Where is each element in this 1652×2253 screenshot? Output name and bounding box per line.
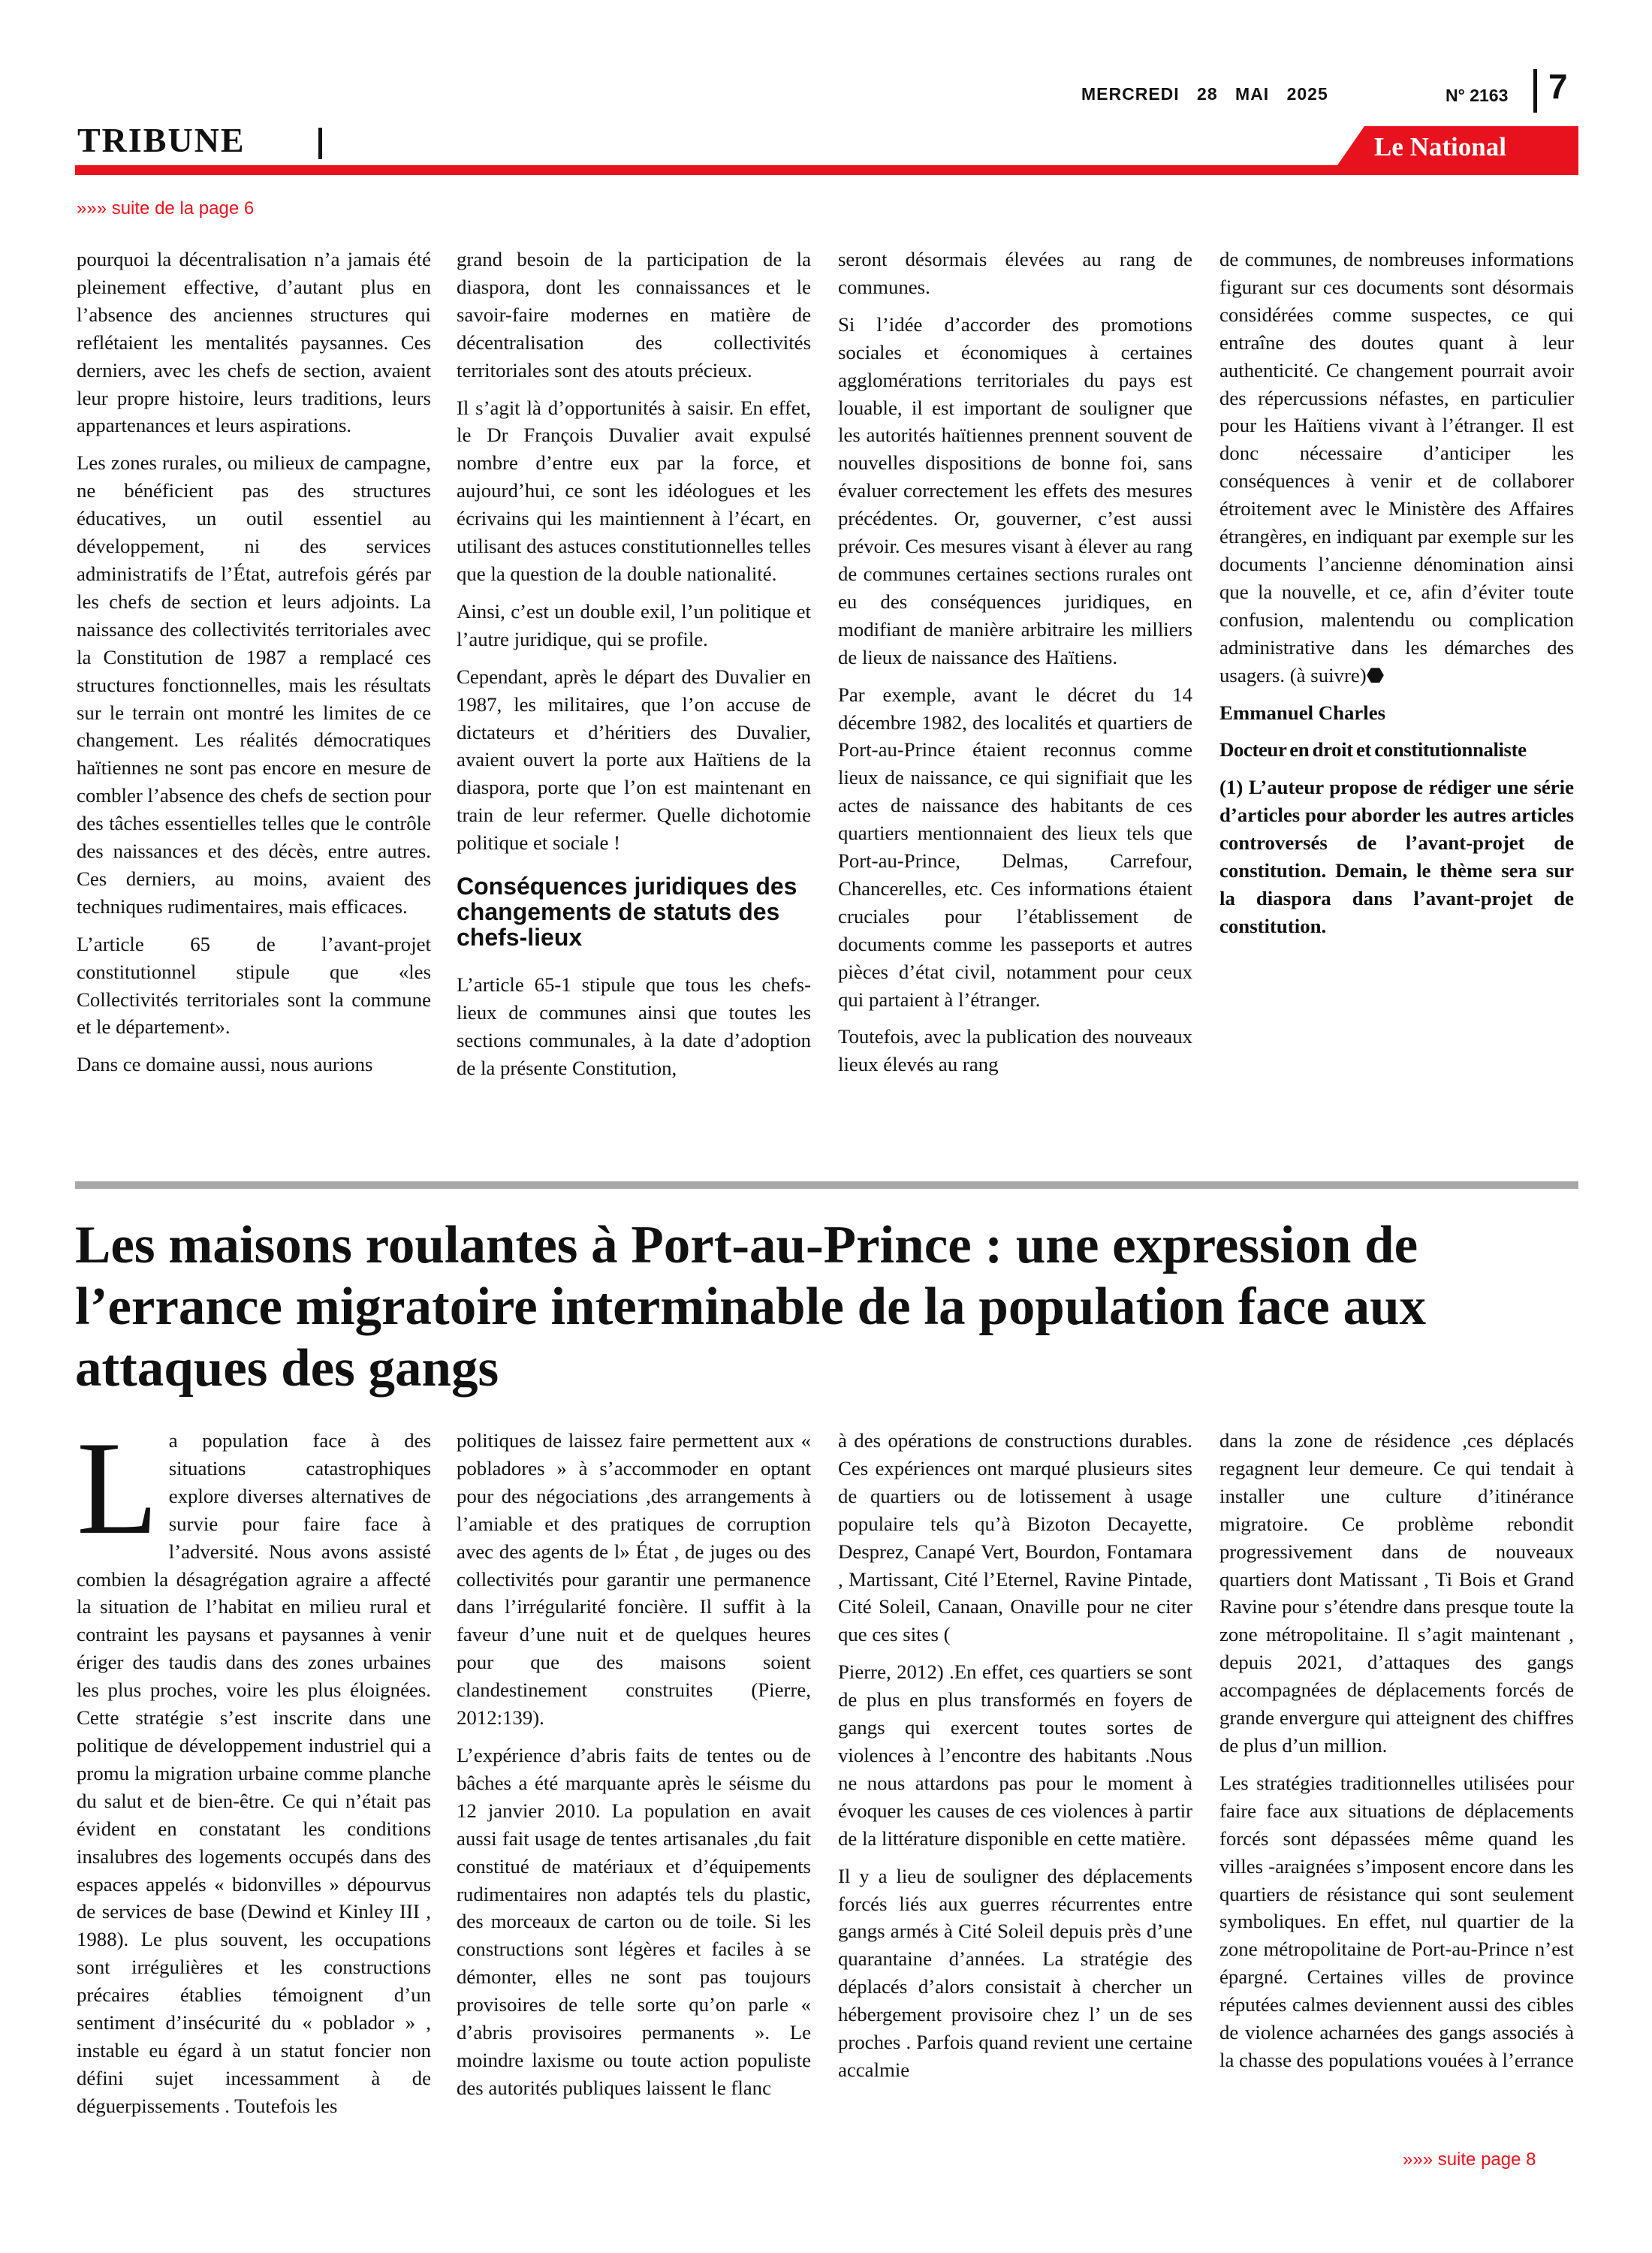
paragraph-text: a population face à des situations catastrophiques explore diverses alternatives de survie pour faire face à l’adversité. Nous avons assisté combien la désagrégation agraire a affecté la situation de l’habitat en milieu rural et contraint les paysans et paysannes à venir ériger des taudis dans des zones urbaines les plus proches, voire les plus éloignées. Cette stratégie s’est inscrite dans une politique de développement industriel qui a promu la migration urbaine comme planche du salut et de bien-être. Ce qui n’était pas évident en constatant les conditions insalubres des logements occupés dans des espaces appelés « bidonvilles » dépourvus de services de base (Dewind et Kinley III , 1988). Le plus souvent, les occupations sont irrégulières et les constructions précaires établies témoignent d’un sentiment d’insécurité du « poblador » , instable eu égard à un statut foncier non défini sujet incessamment à de déguerpissements . Toutefois les xyxy=(77,1429,431,2117)
author-name: Emmanuel Charles xyxy=(1219,701,1386,724)
paragraph: L’expérience d’abris faits de tentes ou de bâches a été marquante après le séisme du 12 janvier 2010. La population en avait aussi fait usage de tentes artisanales ,du fait constitué de matériaux et d’équipements rudimentaires non adaptés tels du plastic, des morceaux de carton ou de toile. Si les constructions sont légères et faciles à se démonter, elles ne sont pas toujours provisoires de telle sorte qu’on parle « d’abris provisoires permanents ». Le moindre laxisme ou toute action populiste des autorités publiques laissent le flanc xyxy=(457,1743,811,2099)
author-title: Docteur en droit et constitutionnaliste xyxy=(1219,738,1527,762)
article2-column-4 xyxy=(1219,1427,1574,2084)
paragraph: L’article 65 de l’avant-projet constitutionnel stipule que «les Collectivités territoriales sont la commune et le département». xyxy=(77,932,431,1039)
paragraph: seront désormais élevées au rang de communes. xyxy=(838,248,1192,298)
paragraph: Par exemple, avant le décret du 14 décembre 1982, des localités et quartiers de Port-au-Prince étaient reconnus comme lieux de naissance, ce qui signifiait que les actes de naissance des habitants de ces quartiers mentionnaient des lieux tels que Port-au-Prince, Delmas, Carrefour, Chancerelles, etc. Ces informations étaient cruciales pour l’établissement de documents comme les passeports et autres pièces d’état civil, notamment pour ceux qui partaient à l’étranger. xyxy=(838,683,1192,1011)
continued-from-link[interactable]: »»» suite de la page 6 xyxy=(77,198,255,219)
paragraph: Si l’idée d’accorder des promotions sociales et économiques à certaines agglomérations territoriales du pays est louable, il est important de souligner que les autorités haïtiennes prennent souvent de nouvelles dispositions de bonne foi, sans évaluer correctement les effets des mesures précédentes. Or, gouverner, c’est aussi prévoir. Ces mesures visant à élever au rang de communes certaines sections rurales ont eu des conséquences juridiques, en modifiant de manière arbitraire les milliers de lieux de naissance des Haïtiens. xyxy=(838,312,1192,668)
paragraph: à des opérations de constructions durables. Ces expériences ont marqué plusieurs sites de quartiers ou de lotissement à usage populaire tels qu’à Bizoton Decayette, Desprez, Canapé Vert, Bourdon, Fontamara , Martissant, Cité l’Eternel, Ravine Pintade, Cité Soleil, Canaan, Onaville pour ne citer que ces sites ( xyxy=(838,1429,1192,1646)
drop-cap: L xyxy=(77,1413,158,1562)
header-divider xyxy=(1533,69,1537,113)
section-title: TRIBUNE xyxy=(77,121,246,159)
paragraph: politiques de laissez faire permettent aux « pobladores » à s’accommoder en optant pour des négociations ,des arrangements à l’amiable et des pratiques de corruption avec des agents de l» État , de juges ou des collectivités pour garantir une permanence dans l’irrégularité foncière. Il suffit à la faveur d’une nuit et de quelques heures pour que des maisons soient clandestinement construites (Pierre, 2012:139). xyxy=(457,1429,811,1730)
paragraph: Pierre, 2012) .En effet, ces quartiers se sont de plus en plus transformés en foyers de gangs qui exercent toutes sortes de violences à l’encontre des habitants .Nous ne nous attardons pas pour le moment à évoquer les causes de ces violences à partir de la littérature disponible en cette matière. xyxy=(838,1660,1192,1850)
article1-column-4 xyxy=(1219,246,1574,950)
article2-column-3 xyxy=(838,1427,1192,2094)
paragraph: grand besoin de la participation de la diaspora, dont les connaissances et le savoir-faire modernes en matière de décentralisation des collectivités territoriales sont des atouts précieux. xyxy=(457,248,811,382)
issue-number: N° 2163 xyxy=(1446,86,1509,105)
section-title-bar xyxy=(318,128,322,159)
brand-name: Le National xyxy=(1374,132,1506,161)
footnote: (1) L’auteur propose de rédiger une série d’articles pour aborder les autres articles controversés de l’avant-projet de constitution. Demain, le thème sera sur la diaspora dans l’avant-projet de constitution. xyxy=(1219,776,1574,937)
paragraph: pourquoi la décentralisation n’a jamais été pleinement effective, d’autant plus en l’absence des anciennes structures qui reflétaient les mentalités paysannes. Ces derniers, avec les chefs de section, avaient leur propre histoire, leurs traditions, leurs appartenances et leurs aspirations. xyxy=(77,248,431,437)
paragraph: Dans ce domaine aussi, nous aurions xyxy=(77,1053,373,1076)
article2-column-1 xyxy=(77,1413,431,2130)
article2-headline: Les maisons roulantes à Port-au-Prince : une expression de l’errance migratoire interminable de la population face aux attaques des gangs xyxy=(75,1216,1427,1398)
article1-column-2 xyxy=(457,246,811,1092)
paragraph: Cependant, après le départ des Duvalier en 1987, les militaires, que l’on accuse de dictateurs et d’héritiers des Duvalier, avaient ouvert la porte aux Haïtiens de la diaspora, porte que l’on est maintenant en train de leur refermer. Quelle dichotomie politique et sociale ! xyxy=(457,665,811,855)
continued-to-link[interactable]: »»» suite page 8 xyxy=(1403,2149,1536,2170)
paragraph: L’article 65-1 stipule que tous les chefs-lieux de communes ainsi que toutes les sections communales, à la date d’adoption de la présente Constitution, xyxy=(457,973,811,1079)
issue-date: MERCREDI 28 MAI 2025 xyxy=(1081,84,1328,104)
article1-column-1 xyxy=(77,246,431,1088)
paragraph xyxy=(77,1413,431,2120)
article1-column-3 xyxy=(838,246,1192,1088)
paragraph: dans la zone de résidence ,ces déplacés regagnent leur demeure. Ce qui tendait à installer une culture d’itinérance migratoire. Ce problème rebondit progressivement dans de nouveaux quartiers dont Matissant , Ti Bois et Grand Ravine pour s’étendre dans presque toute la zone métropolitaine. Il s’agit maintenant , depuis 2021, d’attaques des gangs accompagnées de déplacements forcés de grande envergure qui atteignent des chiffres de plus d’un million. xyxy=(1219,1429,1574,1757)
page-number: 7 xyxy=(1548,67,1568,106)
paragraph: de communes, de nombreuses informations figurant sur ces documents sont désormais considérées comme suspectes, ce qui entraîne des doutes quant à leur authenticité. Ce changement pourrait avoir des répercussions néfastes, en particulier pour les Haïtiens vivant à l’étranger. Il est donc nécessaire d’anticiper les conséquences à venir et de collaborer étroitement avec le Ministère des Affaires étrangères, en indiquant par exemple sur les documents l’ancienne dénomination ainsi que la nouvelle, et ce, afin d’éviter toute confusion, malentendu ou complication administrative dans les démarches des usagers. (à suivre)⬣ xyxy=(1219,248,1574,686)
article-separator xyxy=(75,1181,1578,1189)
paragraph: Il s’agit là d’opportunités à saisir. En effet, le Dr François Duvalier avait expulsé nombre d’entre eux par la force, et aujourd’hui, ce sont les idéologues et les écrivains qui les maintiennent à l’écart, en utilisant des astuces constitutionnelles telles que la question de la double nationalité. xyxy=(457,396,811,585)
paragraph: Ainsi, c’est un double exil, l’un politique et l’autre juridique, qui se profile. xyxy=(457,599,811,650)
paragraph: Il y a lieu de souligner des déplacements forcés liés aux guerres récurrentes entre gangs armés à Cité Soleil depuis près d’une quarantaine d’années. La stratégie des déplacés d’alors consistait à chercher un hébergement provisoire chez l’ un de ses proches . Parfois quand revient une certaine accalmie xyxy=(838,1864,1192,2081)
article1-subheading: Conséquences juridiques des changements de statuts des chefs-lieux xyxy=(457,873,797,952)
paragraph: Les zones rurales, ou milieux de campagne, ne bénéficient pas des structures éducatives, un outil essentiel au développement, ni des services administratifs de l’État, autrefois gérés par les chefs de section et leurs adjoints. La naissance des collectivités territoriales avec la Constitution de 1987 a remplacé ces structures fonctionnelles, mais les résultats sur le terrain ont montré les limites de ce changement. Les réalités démocratiques haïtiennes ne sont pas encore en mesure de combler l’absence des chefs de section pour des tâches essentielles telles que le contrôle des naissances et des décès, entre autres. Ces derniers, au moins, avaient des techniques rudimentaires, mais efficaces. xyxy=(77,451,431,918)
paragraph: Les stratégies traditionnelles utilisées pour faire face aux situations de déplacements forcés sont dépassées même quand les villes -araignées s’imposent encore dans les quartiers de résistance qui sont seulement symboliques. En effet, nul quartier de la zone métropolitaine de Port-au-Prince n’est épargné. Certaines villes de province réputées calmes deviennent aussi des cibles de violence acharnées des gangs associés à la chasse des populations vouées à l’errance xyxy=(1219,1771,1574,2071)
paragraph: Toutefois, avec la publication des nouveaux lieux élevés au rang xyxy=(838,1025,1192,1076)
article2-column-2 xyxy=(457,1427,811,2112)
